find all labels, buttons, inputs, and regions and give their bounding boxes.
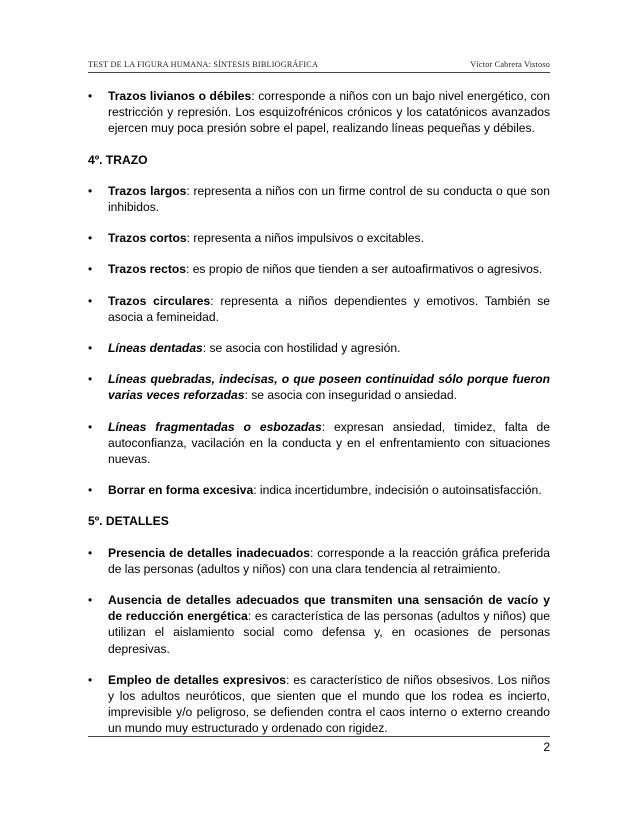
list-item [88,88,550,137]
item-term: Trazos rectos [108,262,186,277]
header-author: Víctor Cabrera Vistoso [470,60,550,69]
item-term: Trazos largos [108,183,187,198]
header-divider [88,72,550,73]
item-term: Líneas dentadas [108,341,203,356]
list-item [88,340,550,356]
item-text: : expresan ansiedad, timidez, falta de autoconfianza, vacilación en la conducta y en el enfrentamiento con situaciones nuevas. [108,419,550,467]
document-body [88,88,550,752]
list-item [88,672,550,737]
list-item [88,371,550,403]
list-item [88,261,550,277]
item-term: Borrar en forma excesiva [108,483,254,498]
bullet-icon: • [88,262,93,277]
item-text: : representa a niños impulsivos o excitables. [186,231,424,246]
bullet-icon: • [88,593,93,608]
item-text: : indica incertidumbre, indecisión o autoinsatisfacción. [253,483,542,498]
item-term: Trazos cortos [108,231,187,246]
bullet-icon: • [88,419,93,434]
list-item [88,419,550,468]
item-text: : se asocia con inseguridad o ansiedad. [244,388,457,403]
section-title-trazo: 4º. TRAZO [88,152,148,167]
item-term: Empleo de detalles expresivos [108,672,287,687]
list-item [88,482,550,498]
list-item [88,545,550,577]
item-text: : es característico de niños obsesivos. Los niños y los adultos neuróticos, que sienten que el mundo que los rodea es incierto, imprevisible y/o peligroso, se defienden contra el caos interno o externo creando un mundo muy estructurado y ordenado con rigidez. [108,672,550,736]
item-term: Líneas fragmentadas o esbozadas [108,419,322,434]
item-term: Trazos circulares [108,293,211,308]
section-title-detalles: 5º. DETALLES [88,514,169,529]
item-text: : se asocia con hostilidad y agresión. [202,341,401,356]
item-term: Ausencia de detalles adecuados que transmiten una sensación de vacío y de reducción energética [108,593,550,624]
item-term: Presencia de detalles inadecuados [108,545,310,560]
bullet-icon: • [88,183,93,198]
bullet-icon: • [88,672,93,687]
list-item [88,293,550,325]
header-title: TEST DE LA FIGURA HUMANA: SÍNTESIS BIBLIOGRÁFICA [88,60,319,69]
item-text: : es característica de las personas (adultos y niños) que utilizan el aislamiento social como defensa y, en ocasiones de personas depresivas. [108,609,550,656]
item-text: : es propio de niños que tienden a ser autoafirmativos o agresivos. [185,262,543,277]
bullet-icon: • [88,545,93,560]
item-text: : corresponde a niños con un bajo nivel energético, con restricción y represión. Los esquizofrénicos crónicos y los catatónicos avanzados ejercen muy poca presión sobre el papel, realizando líneas pequeñas y débiles. [108,89,550,136]
item-term: Trazos livianos o débiles [108,89,252,103]
item-text: : representa a niños dependientes y emotivos. También se asocia a femineidad. [108,293,550,324]
running-header [88,58,550,72]
list-item [88,592,550,657]
item-text: : representa a niños con un firme control de su conducta o que son inhibidos. [108,183,550,215]
item-text: : corresponde a la reacción gráfica preferida de las personas (adultos y niños) con una clara tendencia al retraimiento. [108,545,550,576]
list-item [88,183,550,215]
list-item [88,230,550,246]
bullet-icon: • [88,89,93,103]
bullet-icon: • [88,483,93,498]
bullet-icon: • [88,372,93,387]
bullet-icon: • [88,341,93,356]
page-number: 2 [543,740,550,754]
footer-divider [88,736,550,737]
item-term: Líneas quebradas, indecisas, o que poseen continuidad sólo porque fueron varias veces reforzadas [108,372,550,403]
bullet-icon: • [88,293,93,308]
bullet-icon: • [88,231,93,246]
